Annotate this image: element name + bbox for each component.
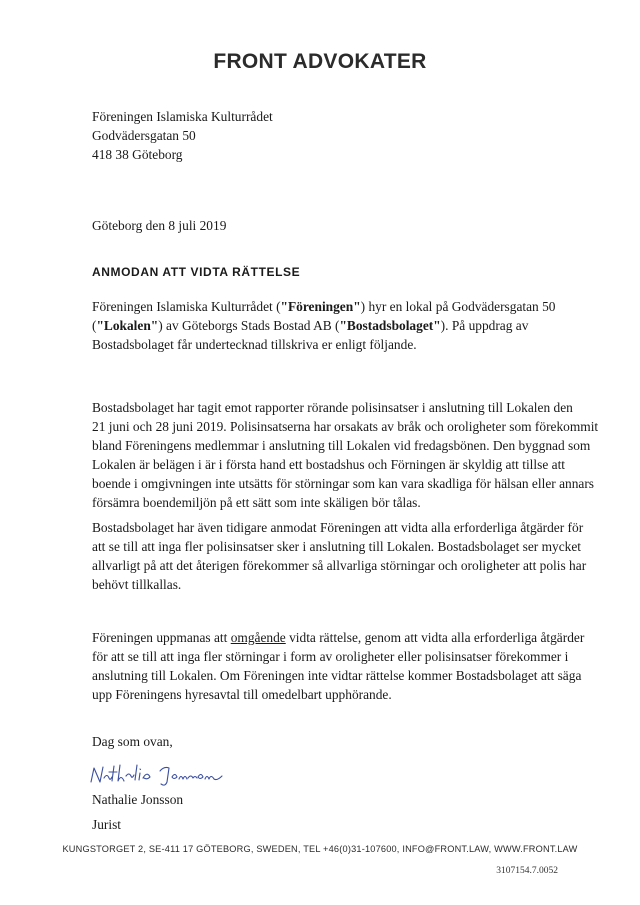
paragraph-line: för att se till att inga fler störningar i form av oroligheter eller polisinsatser förekommer i bbox=[92, 649, 569, 664]
letter-date: Göteborg den 8 juli 2019 bbox=[92, 218, 227, 233]
paragraph-line: Bostadsbolaget har även tidigare anmodat Föreningen att vidta alla erforderliga åtgärder för bbox=[92, 520, 584, 535]
document-number: 3107154.7.0052 bbox=[496, 866, 558, 876]
paragraph-1 bbox=[92, 297, 562, 354]
signer-block bbox=[92, 790, 183, 834]
paragraph-2 bbox=[92, 398, 599, 512]
recipient-city: 418 38 Göteborg bbox=[92, 147, 183, 162]
paragraph-line: ("Lokalen") av Göteborgs Stads Bostad AB ("Bostadsbolaget"). På uppdrag av bbox=[92, 318, 529, 333]
recipient-name: Föreningen Islamiska Kulturrådet bbox=[92, 109, 273, 124]
signer-title: Jurist bbox=[92, 817, 122, 832]
paragraph-line: Föreningen Islamiska Kulturrådet ("Föreningen") hyr en lokal på Godvädersgatan 50 bbox=[92, 299, 556, 314]
emphasized-term: omgående bbox=[230, 630, 286, 645]
handwritten-signature bbox=[88, 762, 228, 790]
paragraph-4 bbox=[92, 628, 585, 704]
paragraph-line: bland Föreningens medlemmar i anslutning till Lokalen vid fredagsbönen. Den byggnad som bbox=[92, 438, 591, 453]
letter-subject: ANMODAN ATT VIDTA RÄTTELSE bbox=[92, 265, 301, 279]
signer-name: Nathalie Jonsson bbox=[92, 792, 184, 807]
paragraph-line: upp Föreningens hyresavtal till omedelbart upphörande. bbox=[92, 687, 392, 702]
paragraph-line: 21 juni och 28 juni 2019. Polisinsatserna har orsakats av bråk och oroligheter som förekommit bbox=[92, 419, 599, 434]
defined-term: "Lokalen" bbox=[96, 318, 159, 333]
paragraph-3 bbox=[92, 518, 587, 594]
paragraph-line: försämra boendemiljön på ett sätt som inte skäligen bör tålas. bbox=[92, 495, 421, 510]
recipient-street: Godvädersgatan 50 bbox=[92, 128, 196, 143]
paragraph-line: behövt tillkallas. bbox=[92, 577, 182, 592]
letterhead-logo: FRONT ADVOKATER bbox=[213, 50, 427, 73]
paragraph-line: Bostadsbolaget har tagit emot rapporter rörande polisinsatser i anslutning till Lokalen den bbox=[92, 400, 573, 415]
paragraph-line: Lokalen är belägen i är i första hand ett bostadshus och Förningen är skyldig att tillse att bbox=[92, 457, 566, 472]
paragraph-line: att se till att inga fler polisinsatser sker i anslutning till Lokalen. Bostadsbolaget ser mycket bbox=[92, 539, 582, 554]
footer-contact: KUNGSTORGET 2, SE-411 17 GÖTEBORG, SWEDEN, TEL +46(0)31-107600, INFO@FRONT.LAW, WWW.FRONT.LAW bbox=[62, 844, 578, 854]
defined-term: "Bostadsbolaget" bbox=[339, 318, 441, 333]
paragraph-line: Föreningen uppmanas att omgående vidta rättelse, genom att vidta alla erforderliga åtgärder bbox=[92, 630, 585, 645]
defined-term: "Föreningen" bbox=[280, 299, 361, 314]
recipient-address bbox=[92, 107, 273, 164]
paragraph-line: anslutning till Lokalen. Om Föreningen inte vidtar rättelse kommer Bostadsbolaget att säga bbox=[92, 668, 582, 683]
paragraph-line: Bostadsbolaget får undertecknad tillskriva er enligt följande. bbox=[92, 337, 417, 352]
paragraph-line: boende i omgivningen inte utsätts för störningar som kan vara skadliga för hälsan eller annars bbox=[92, 476, 595, 491]
closing-phrase: Dag som ovan, bbox=[92, 734, 173, 749]
paragraph-line: allvarligt på att det återigen förekommer så allvarliga störningar och oroligheter att polis har bbox=[92, 558, 587, 573]
